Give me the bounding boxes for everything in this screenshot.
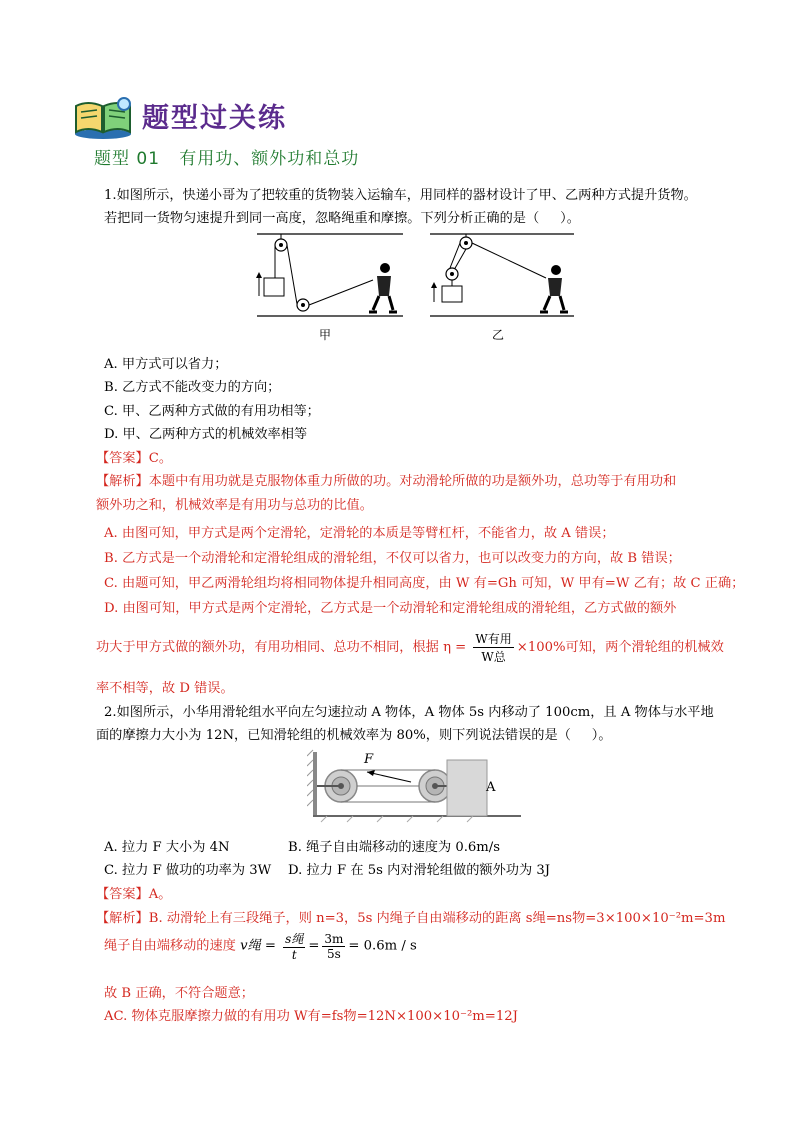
efficiency-fraction: $\frac{\text{W有用}}{\text{W总}}$ <box>475 632 512 664</box>
answer-value: A。 <box>148 887 172 902</box>
answer-tag: 【答案】 <box>96 451 149 466</box>
q1-stem-line-1: 1.如图所示，快递小哥为了把较重的货物装入运输车，用同样的器材设计了甲、乙两种方式提升货物。 <box>104 188 697 203</box>
q1-analysis-line-1: 【解析】本题中有用功就是克服物体重力所做的功。对动滑轮所做的功是额外功，总功等于有用功和 <box>96 474 677 489</box>
q2-stem-line-2: 面的摩擦力大小为 12N，已知滑轮组的机械效率为 80%，则下列说法错误的是（ ）。 <box>96 728 612 743</box>
q1-analysis-d-line-1: D. 由图可知，甲方式是两个定滑轮，乙方式是一个动滑轮和定滑轮组成的滑轮组，乙方式做的额外 <box>104 601 677 616</box>
pulley-figure-a <box>255 230 405 340</box>
q2-analysis-line-4: AC. 物体克服摩擦力做的有用功 W有=fs物=12N×100×10⁻²m=12J <box>104 1009 518 1024</box>
q1-option-b: B. 乙方式不能改变力的方向； <box>104 380 281 395</box>
q1-analysis-c: C. 由题可知，甲乙两滑轮组均将相同物体提升相同高度，由 W 有=Gh 可知，W 甲有=W 乙有；故 C 正确； <box>104 576 745 591</box>
q1-stem-line-2: 若把同一货物匀速提升到同一高度，忽略绳重和摩擦。下列分析正确的是（ ）。 <box>104 211 580 226</box>
q1-option-c: C. 甲、乙两种方式做的有用功相等； <box>104 404 320 419</box>
q1-answer <box>96 447 172 466</box>
pulley-figure-b <box>428 230 576 340</box>
force-label: F <box>364 752 374 767</box>
section-subtitle: 题型 01 有用功、额外功和总功 <box>94 149 360 169</box>
q2-analysis-line-3: 故 B 正确，不符合题意； <box>104 986 254 1001</box>
q2-analysis-line-2: 绳子自由端移动的速度 v绳 = $\frac{\text{s绳}}{t}$ = $\frac{3m}{5s}$ = 0.6m / s <box>104 931 417 962</box>
q1-analysis-d-line-3: 率不相等，故 D 错误。 <box>96 681 234 696</box>
q1-analysis-a: A. 由图可知，甲方式是两个定滑轮，定滑轮的本质是等臂杠杆，不能省力，故 A 错误； <box>104 526 615 541</box>
q2-analysis-line-1: 【解析】B. 动滑轮上有三段绳子，则 n=3，5s 内绳子自由端移动的距离 s绳=ns物=3×100×10⁻²m=3m <box>96 911 726 926</box>
q2-option-b: B. 绳子自由端移动的速度为 0.6m/s <box>288 840 501 855</box>
q1-analysis-d-line-2: 功大于甲方式做的额外功，有用功相同、总功不相同，根据 η = $\frac{\text{W有用}}{\text{W总}}$ ×100%可知，两个滑轮组的机械效 <box>96 632 724 664</box>
q2-stem-line-1: 2.如图所示，小华用滑轮组水平向左匀速拉动 A 物体，A 物体 5s 内移动了 100cm，且 A 物体与水平地 <box>104 705 714 720</box>
block-label: A <box>486 780 496 795</box>
q2-answer <box>96 883 171 902</box>
q2-option-c: C. 拉力 F 做功的功率为 3W <box>104 863 272 878</box>
velocity-fraction-numeric: $\frac{3m}{5s}$ <box>324 931 344 961</box>
answer-value: C。 <box>148 451 173 466</box>
q2-option-d: D. 拉力 F 在 5s 内对滑轮组做的额外功为 3J <box>288 863 551 878</box>
q2-option-a: A. 拉力 F 大小为 4N <box>104 840 230 855</box>
answer-tag: 【答案】 <box>96 887 149 902</box>
figure-b-label: 乙 <box>492 328 505 342</box>
book-icon <box>72 96 134 140</box>
q1-analysis-b: B. 乙方式是一个动滑轮和定滑轮组成的滑轮组，不仅可以省力，也可以改变力的方向，故 B 错误； <box>104 551 681 566</box>
q1-analysis-line-2: 额外功之和，机械效率是有用功与总功的比值。 <box>96 498 373 513</box>
q1-option-a: A. 甲方式可以省力； <box>104 357 228 372</box>
figure-a-label: 甲 <box>319 328 332 342</box>
page-title: 题型过关练 <box>142 103 287 134</box>
q1-option-d: D. 甲、乙两种方式的机械效率相等 <box>104 427 308 442</box>
velocity-fraction-symbolic: $\frac{\text{s绳}}{t}$ <box>285 932 304 962</box>
